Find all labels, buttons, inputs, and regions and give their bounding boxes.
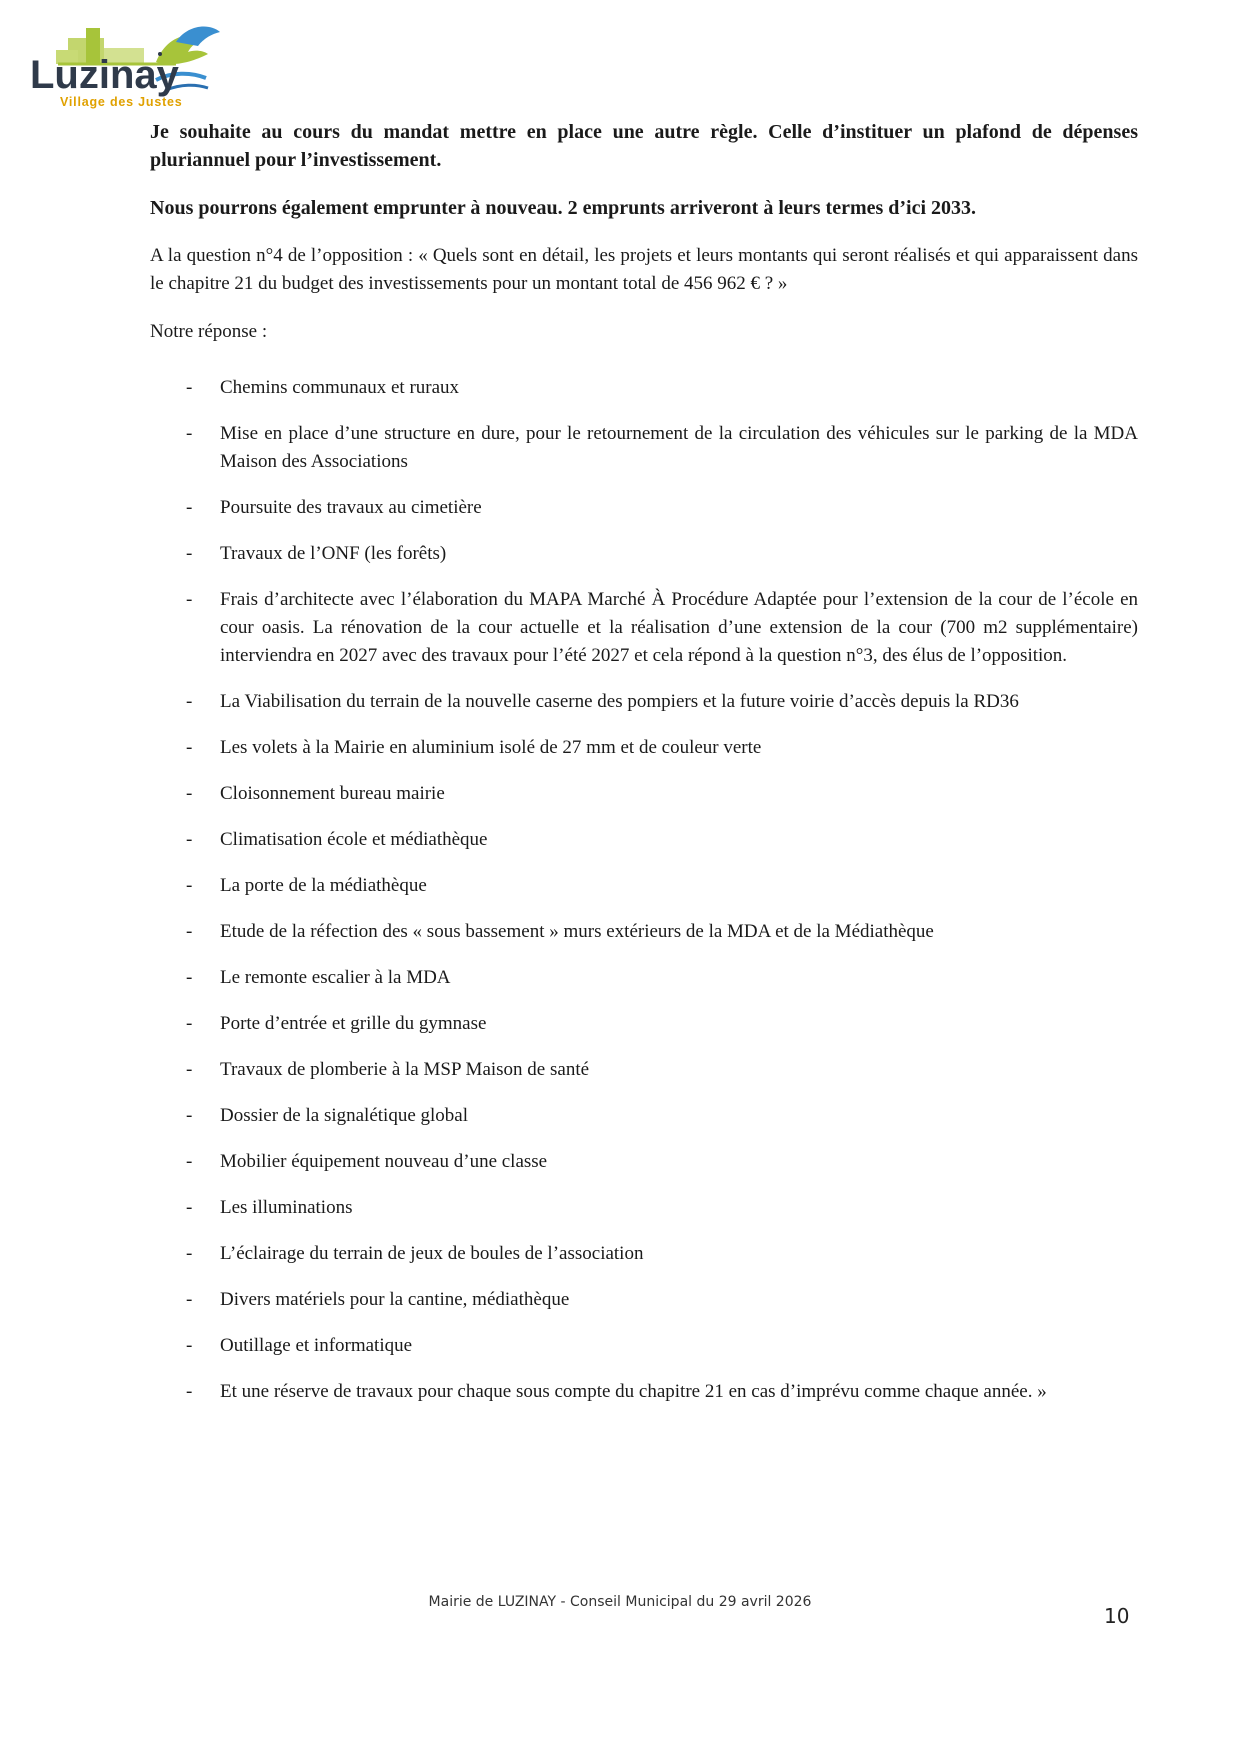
list-bullet: - <box>186 497 193 518</box>
list-bullet: - <box>186 543 193 564</box>
list-bullet: - <box>186 589 193 610</box>
list-item-text: Outillage et informatique <box>220 1335 413 1356</box>
list-item <box>150 1240 1138 1268</box>
list-bullet: - <box>186 1335 193 1356</box>
answer-intro: Notre réponse : <box>150 321 268 342</box>
list-bullet: - <box>186 875 193 896</box>
list-item <box>150 1010 1138 1038</box>
list-item-text: Cloisonnement bureau mairie <box>220 783 445 804</box>
list-item <box>150 1148 1138 1176</box>
list-bullet: - <box>186 737 193 758</box>
list-bullet: - <box>186 377 193 398</box>
logo-tagline: Village des Justes <box>60 95 183 109</box>
list-bullet: - <box>186 691 193 712</box>
list-item <box>150 918 1138 946</box>
page-number: 10 <box>1104 1604 1130 1628</box>
luzinay-logo-graphic <box>26 20 236 130</box>
list-bullet: - <box>186 1151 193 1172</box>
list-item <box>150 734 1138 762</box>
list-item <box>150 1056 1138 1084</box>
list-item <box>150 374 1138 402</box>
list-bullet: - <box>186 423 193 444</box>
list-item <box>150 586 1138 670</box>
list-bullet: - <box>186 967 193 988</box>
list-item <box>150 872 1138 900</box>
list-item-text: Porte d’entrée et grille du gymnase <box>220 1013 487 1034</box>
luzinay-logo <box>26 20 236 130</box>
list-item <box>150 1102 1138 1130</box>
intro-paragraph: Je souhaite au cours du mandat mettre en place une autre règle. Celle d’instituer un plafond de dépenses pluriannuel pour l’investissement. <box>150 121 1138 171</box>
list-item-text: Mobilier équipement nouveau d’une classe <box>220 1151 548 1172</box>
list-item-text: Travaux de l’ONF (les forêts) <box>220 543 447 564</box>
list-item <box>150 964 1138 992</box>
list-bullet: - <box>186 1289 193 1310</box>
list-bullet: - <box>186 1243 193 1264</box>
list-item-text: Les illuminations <box>220 1197 353 1218</box>
list-item-text: Mise en place d’une structure en dure, pour le retournement de la circulation des véhicules sur le parking de la MDA Maison des Associations <box>220 423 1138 472</box>
list-item-text: La Viabilisation du terrain de la nouvelle caserne des pompiers et la future voirie d’accès depuis la RD36 <box>220 691 1019 712</box>
list-item-text: Climatisation école et médiathèque <box>220 829 488 850</box>
intro-paragraph: Nous pourrons également emprunter à nouveau. 2 emprunts arriveront à leurs termes d’ici 2033. <box>150 197 977 219</box>
list-item <box>150 688 1138 716</box>
list-item <box>150 1332 1138 1360</box>
list-item <box>150 1378 1138 1406</box>
list-bullet: - <box>186 1381 193 1402</box>
list-item <box>150 826 1138 854</box>
list-item <box>150 494 1138 522</box>
list-item <box>150 540 1138 568</box>
list-item-text: Frais d’architecte avec l’élaboration du MAPA Marché À Procédure Adaptée pour l’extension de la cour de l’école en cour oasis. La rénovation de la cour actuelle et la réalisation d’une extension de la cour (700 m2 supplémentaire) interviendra en 2027 avec des travaux pour l’été 2027 et cela répond à la question n°3, des élus de l’opposition. <box>220 589 1138 666</box>
list-item-text: Le remonte escalier à la MDA <box>220 967 451 988</box>
list-item-text: Etude de la réfection des « sous bassement » murs extérieurs de la MDA et de la Médiathèque <box>220 921 934 942</box>
list-bullet: - <box>186 1105 193 1126</box>
list-item <box>150 420 1138 476</box>
page-footer: Mairie de LUZINAY - Conseil Municipal du 29 avril 2026 <box>428 1594 812 1610</box>
list-item <box>150 1286 1138 1314</box>
document-body <box>150 118 1138 1424</box>
list-item-text: L’éclairage du terrain de jeux de boules de l’association <box>220 1243 644 1264</box>
list-item-text: Travaux de plomberie à la MSP Maison de santé <box>220 1059 590 1080</box>
list-item-text: Poursuite des travaux au cimetière <box>220 497 482 518</box>
list-item-text: Les volets à la Mairie en aluminium isolé de 27 mm et de couleur verte <box>220 737 762 758</box>
opposition-question: A la question n°4 de l’opposition : « Quels sont en détail, les projets et leurs montants qui seront réalisés et qui apparaissent dans le chapitre 21 du budget des investissements pour un montant total de 456 962 € ? » <box>150 245 1138 294</box>
list-bullet: - <box>186 1059 193 1080</box>
list-item-text: La porte de la médiathèque <box>220 875 427 896</box>
list-bullet: - <box>186 783 193 804</box>
list-item <box>150 1194 1138 1222</box>
list-item-text: Et une réserve de travaux pour chaque sous compte du chapitre 21 en cas d’imprévu comme chaque année. » <box>220 1381 1047 1402</box>
list-item <box>150 780 1138 808</box>
list-item-text: Dossier de la signalétique global <box>220 1105 468 1126</box>
list-item-text: Divers matériels pour la cantine, médiathèque <box>220 1289 570 1310</box>
list-item-text: Chemins communaux et ruraux <box>220 377 460 398</box>
list-bullet: - <box>186 921 193 942</box>
logo-name: Luzinay <box>30 53 179 97</box>
answers-list <box>150 374 1138 1406</box>
list-bullet: - <box>186 1013 193 1034</box>
list-bullet: - <box>186 1197 193 1218</box>
list-bullet: - <box>186 829 193 850</box>
